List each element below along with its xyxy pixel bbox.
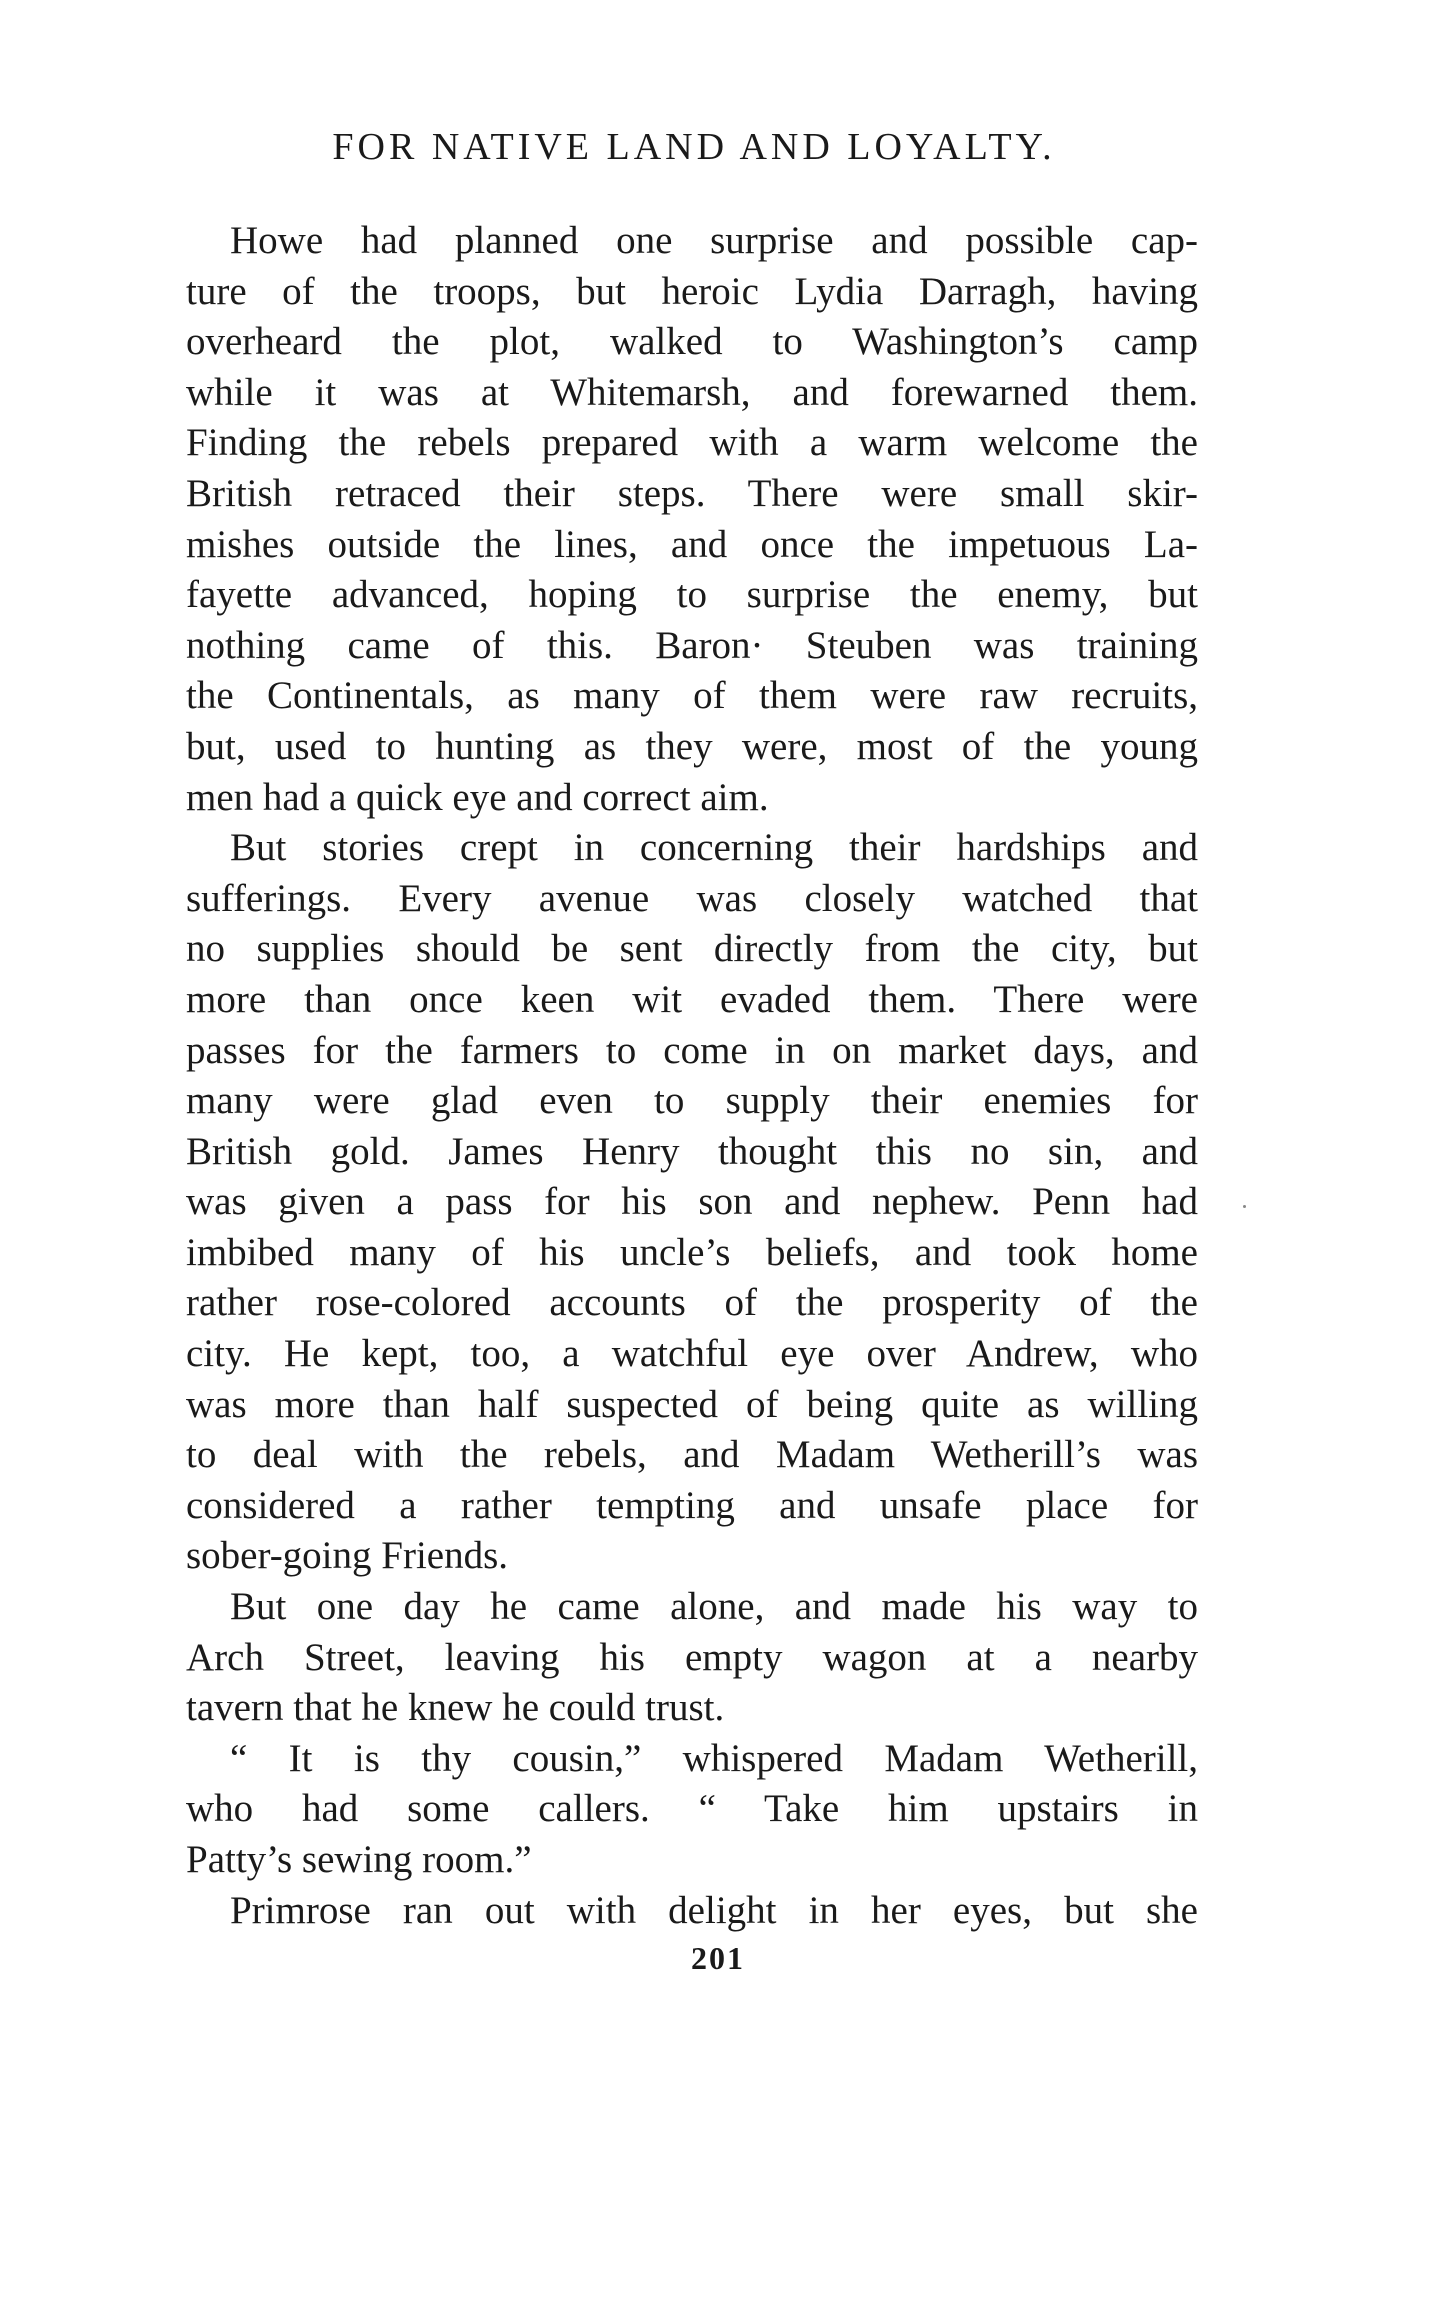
text-line: rather rose-colored accounts of the prosperity of the <box>186 1281 1198 1325</box>
text-line: nothing came of this. Baron· Steuben was training <box>186 623 1198 667</box>
text-line: sober-going Friends. <box>186 1534 509 1578</box>
paragraph-4 <box>186 1734 1198 1886</box>
text-line: passes for the farmers to come in on market days, and <box>186 1028 1198 1072</box>
text-line: to deal with the rebels, and Madam Wetherill’s was <box>186 1433 1198 1477</box>
text-line: mishes outside the lines, and once the impetuous La- <box>186 522 1198 566</box>
paragraph-2 <box>186 823 1198 1582</box>
text-line: “ It is thy cousin,” whispered Madam Wetherill, <box>230 1736 1198 1780</box>
body-text <box>186 216 1198 1936</box>
text-line: men had a quick eye and correct aim. <box>186 775 769 819</box>
paragraph-1 <box>186 216 1198 823</box>
text-line: city. He kept, too, a watchful eye over Andrew, who <box>186 1332 1198 1376</box>
text-line: Patty’s sewing room.” <box>186 1838 532 1881</box>
text-line: sufferings. Every avenue was closely watched that <box>186 876 1198 920</box>
text-line: while it was at Whitemarsh, and forewarned them. <box>186 370 1198 414</box>
text-line: many were glad even to supply their enemies for <box>186 1079 1198 1123</box>
text-line: British retraced their steps. There were small skir- <box>186 471 1198 515</box>
text-line: who had some callers. “ Take him upstairs in <box>186 1787 1198 1831</box>
text-line: But stories crept in concerning their hardships and <box>230 826 1198 870</box>
paragraph-5 <box>186 1886 1198 1937</box>
text-line: Arch Street, leaving his empty wagon at a nearby <box>186 1635 1198 1679</box>
text-line: tavern that he knew he could trust. <box>186 1686 725 1730</box>
running-head: FOR NATIVE LAND AND LOYALTY. <box>332 126 1056 168</box>
text-line: no supplies should be sent directly from the city, but <box>186 927 1198 971</box>
text-line: imbibed many of his uncle’s beliefs, and took home <box>186 1230 1198 1274</box>
text-line: ture of the troops, but heroic Lydia Darragh, having <box>186 269 1198 313</box>
paragraph-3 <box>186 1582 1198 1734</box>
text-line: the Continentals, as many of them were raw recruits, <box>186 674 1198 718</box>
text-line: considered a rather tempting and unsafe place for <box>186 1483 1198 1527</box>
text-line: but, used to hunting as they were, most of the young <box>186 724 1198 768</box>
text-line: overheard the plot, walked to Washington’s camp <box>186 320 1198 364</box>
text-line: Finding the rebels prepared with a warm welcome the <box>186 421 1198 465</box>
text-line: more than once keen wit evaded them. There were <box>186 977 1198 1021</box>
text-line: was given a pass for his son and nephew. Penn had <box>186 1180 1198 1224</box>
margin-speck <box>1243 1205 1246 1208</box>
text-line: was more than half suspected of being quite as willing <box>186 1382 1198 1426</box>
text-line: But one day he came alone, and made his way to <box>230 1585 1198 1629</box>
page-number: 201 <box>691 1940 745 1976</box>
text-line: Howe had planned one surprise and possible cap- <box>230 219 1198 262</box>
text-line: British gold. James Henry thought this no sin, and <box>186 1129 1198 1173</box>
text-line: fayette advanced, hoping to surprise the enemy, but <box>186 573 1198 617</box>
text-line: Primrose ran out with delight in her eyes, but she <box>230 1888 1198 1932</box>
